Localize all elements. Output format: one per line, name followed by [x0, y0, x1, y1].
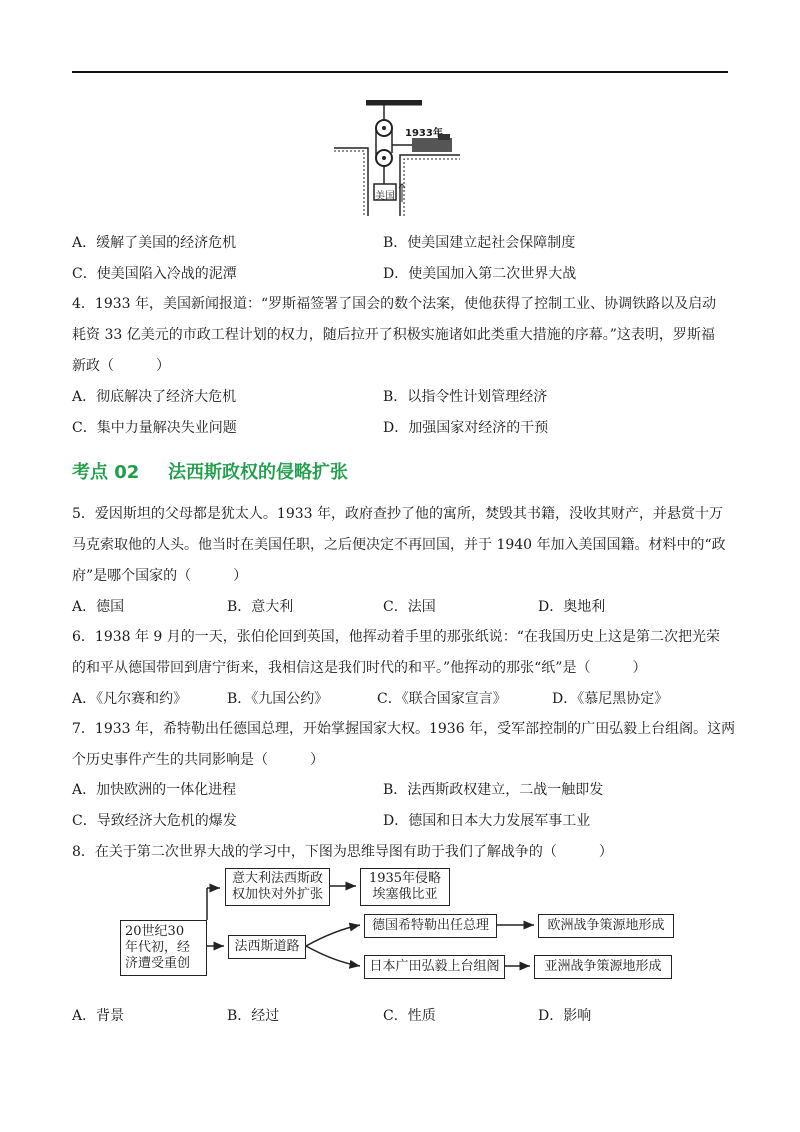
q7-stem-line1: 7．1933 年，希特勒出任德国总理，开始掌握国家大权。1936 年，受军部控制的广田弘毅上台组阁。这两	[72, 721, 736, 737]
q5-stem-line1: 5．爱因斯坦的父母都是犹太人。1933 年，政府查抄了他的寓所，焚毁其书籍，没收其财产，并悬赏十万	[72, 506, 723, 522]
q4-option-a[interactable]: A．彻底解决了经济大危机	[72, 389, 237, 405]
pulley-year-label: 1933年	[405, 128, 443, 139]
q8-option-d[interactable]: D．影响	[538, 1008, 592, 1024]
q6-option-c[interactable]: C．《联合国家宣言》	[377, 691, 507, 707]
mindmap-root-line2: 年代初，经	[125, 940, 191, 955]
q4-stem-line1: 4．1933 年，美国新闻报道：“罗斯福签署了国会的数个法案，使他获得了控制工业、协调铁路以及启动	[72, 296, 717, 312]
mindmap-japan-box: 日本广田弘毅上台组阁	[364, 955, 505, 979]
q5-option-c[interactable]: C．法国	[383, 599, 436, 615]
q8-option-c[interactable]: C．性质	[383, 1008, 436, 1024]
q6-stem-line1: 6．1938 年 9 月的一天，张伯伦回到英国，他挥动着手里的那张纸说：“在我国历史上这是第二次把光荣	[72, 629, 720, 645]
mindmap-root-box	[120, 920, 207, 976]
q8-option-b[interactable]: B．经过	[227, 1008, 280, 1024]
q6-stem-line2: 的和平从德国带回到唐宁街来，我相信这是我们时代的和平。”他挥动的那张“纸”是（ ）	[72, 660, 647, 676]
q5-option-d[interactable]: D．奥地利	[538, 599, 606, 615]
q4-option-d[interactable]: D．加强国家对经济的干预	[383, 420, 549, 436]
q4-option-c[interactable]: C．集中力量解决失业问题	[72, 420, 237, 436]
mindmap-germany-box: 德国希特勒出任总理	[364, 914, 497, 938]
q6-option-d[interactable]: D．《慕尼黑协定》	[552, 691, 669, 707]
q4-stem-line3: 新政（ ）	[72, 358, 170, 374]
q8-stem-line1: 8．在关于第二次世界大战的学习中，下图为思维导图有助于我们了解战争的（ ）	[72, 844, 613, 860]
mindmap-europe-box: 欧洲战争策源地形成	[538, 914, 674, 938]
q7-option-b[interactable]: B．法西斯政权建立，二战一触即发	[383, 782, 604, 798]
q5-stem-line3: 府”是哪个国家的（ ）	[72, 568, 248, 584]
q6-option-b[interactable]: B．《九国公约》	[227, 691, 329, 707]
q7-option-c[interactable]: C．导致经济大危机的爆发	[72, 813, 237, 829]
q3-option-a[interactable]: A．缓解了美国的经济危机	[72, 235, 237, 251]
mindmap-italy-box	[225, 868, 330, 906]
q8-option-a[interactable]: A．背景	[72, 1008, 125, 1024]
mindmap-root-line3: 济遭受重创	[125, 956, 191, 971]
mindmap-root-line1: 20世纪30	[125, 924, 185, 939]
section-title: 法西斯政权的侵略扩张	[168, 462, 348, 483]
q5-option-a[interactable]: A．德国	[72, 599, 125, 615]
mindmap-fascist-road-box: 法西斯道路	[228, 935, 306, 959]
q6-option-a[interactable]: A．《凡尔赛和约》	[72, 691, 188, 707]
q4-option-b[interactable]: B．以指令性计划管理经济	[383, 389, 548, 405]
mindmap-italy-line2: 权加快对外扩张	[231, 887, 323, 902]
q4-stem-line2: 耗资 33 亿美元的市政工程计划的权力，随后拉开了积极实施诸如此类重大措施的序幕。”这表明，罗斯福	[72, 327, 715, 343]
q3-option-c[interactable]: C．使美国陷入冷战的泥潭	[72, 266, 237, 282]
q3-option-d[interactable]: D．使美国加入第二次世界大战	[383, 266, 577, 282]
mindmap-ethiopia-line2: 埃塞俄比亚	[372, 887, 438, 902]
q7-option-d[interactable]: D．德国和日本大力发展军事工业	[383, 813, 591, 829]
q7-stem-line2: 个历史事件产生的共同影响是（ ）	[72, 752, 324, 768]
mindmap-ethiopia-box	[360, 868, 450, 906]
pulley-box-label: 美国	[375, 191, 395, 202]
mindmap-italy-line1: 意大利法西斯政	[231, 871, 323, 886]
section-tag: 考点 02	[72, 462, 140, 483]
mindmap-ethiopia-line1: 1935年侵略	[368, 871, 442, 886]
mindmap-asia-box: 亚洲战争策源地形成	[534, 955, 672, 979]
q3-option-b[interactable]: B．使美国建立起社会保障制度	[383, 235, 576, 251]
q7-option-a[interactable]: A．加快欧洲的一体化进程	[72, 782, 237, 798]
q5-stem-line2: 马克索取他的人头。他当时在美国任职，之后便决定不再回国，并于 1940 年加入美国国籍。材料中的“政	[72, 537, 726, 553]
q5-option-b[interactable]: B．意大利	[227, 599, 294, 615]
